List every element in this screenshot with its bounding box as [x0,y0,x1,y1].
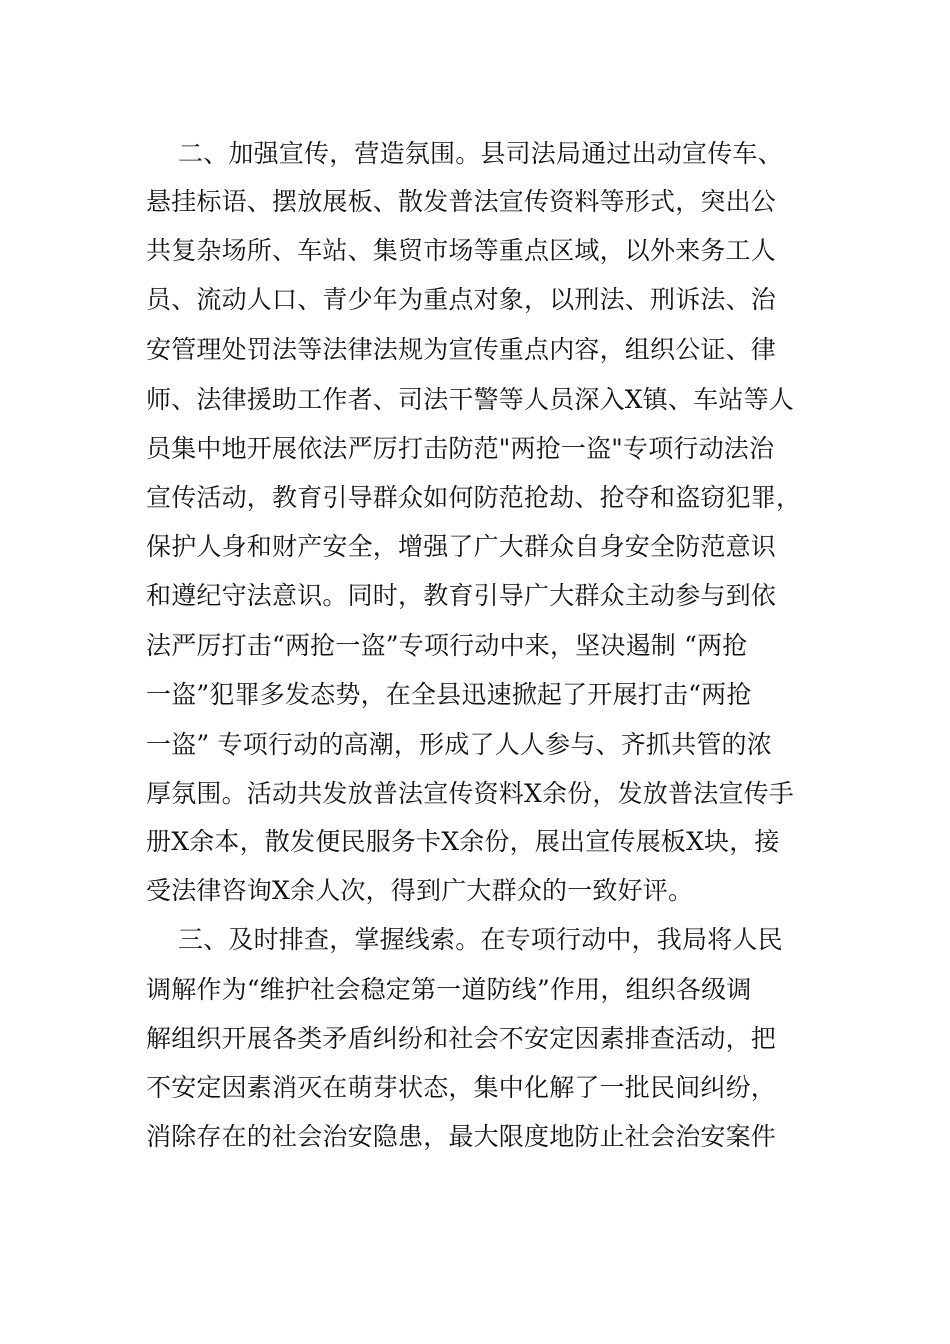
paragraph-3-line-1: 三、及时排查，掌握线索。在专项行动中，我局将人民 [178,925,783,954]
paragraph-2-line-1: 二、加强宣传，营造氛围。县司法局通过出动宣传车、 [178,139,783,168]
paragraph-2-line-3: 共复杂场所、车站、集贸市场等重点区域，以外来务工人 [146,236,777,265]
paragraph-2-line-5: 安管理处罚法等法律法规为宣传重点内容，组织公证、律 [146,335,777,364]
paragraph-3-line-5: 消除存在的社会治安隐患，最大限度地防止社会治安案件 [146,1122,777,1151]
paragraph-2-line-16: 受法律咨询X余人次，得到广大群众的一致好评。 [146,876,694,905]
paragraph-2-line-8: 宣传活动，教育引导群众如何防范抢劫、抢夺和盗窃犯罪， [146,483,802,512]
paragraph-2-line-7: 员集中地开展依法严厉打击防范"两抢一盗"专项行动法治 [146,434,775,463]
paragraph-2-line-6: 师、法律援助工作者、司法干警等人员深入X镇、车站等人 [146,385,795,414]
paragraph-2-line-9: 保护人身和财产安全，增强了广大群众自身安全防范意识 [146,532,777,561]
paragraph-2-line-10: 和遵纪守法意识。同时，教育引导广大群众主动参与到依 [146,581,777,610]
paragraph-3-line-2: 调解作为“维护社会稳定第一道防线”作用，组织各级调 [146,975,752,1004]
paragraph-2-line-15: 册X余本，散发便民服务卡X余份，展出宣传展板X块，接 [146,827,780,856]
paragraph-3-line-4: 不安定因素消灭在萌芽状态，集中化解了一批民间纠纷， [146,1073,777,1102]
paragraph-2-line-14: 厚氛围。活动共发放普法宣传资料X余份，发放普法宣传手 [146,779,795,808]
paragraph-2-line-2: 悬挂标语、摆放展板、散发普法宣传资料等形式，突出公 [146,187,777,216]
paragraph-2-line-11: 法严厉打击“两抢一盗”专项行动中来，坚决遏制 “两抢 [146,631,748,660]
paragraph-2-line-12: 一盗”犯罪多发态势，在全县迅速掀起了开展打击“两抢 [146,680,752,709]
paragraph-2-line-13: 一盗” 专项行动的高潮，形成了人人参与、齐抓共管的浓 [146,730,772,759]
paragraph-2-line-4: 员、流动人口、青少年为重点对象，以刑法、刑诉法、治 [146,285,777,314]
paragraph-3-line-3: 解组织开展各类矛盾纠纷和社会不安定因素排查活动，把 [146,1024,777,1053]
